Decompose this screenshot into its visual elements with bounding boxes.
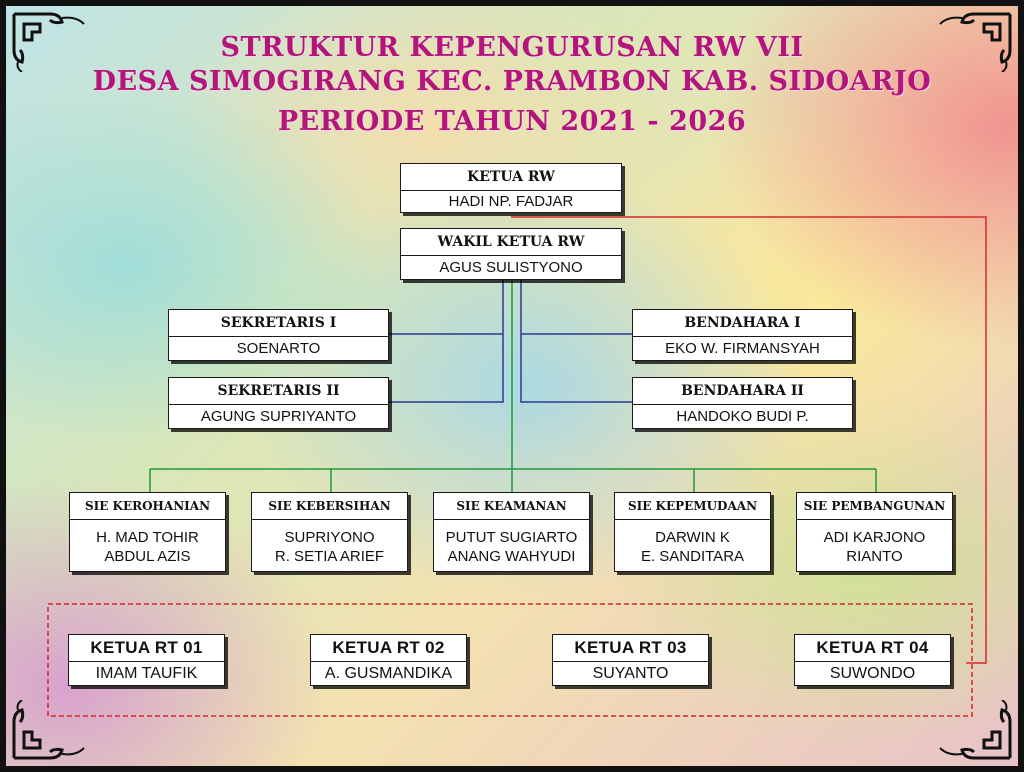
ketua-rw-role: KETUA RW [401, 164, 621, 191]
sie-keamanan-member-2: ANANG WAHYUDI [447, 548, 576, 565]
ketua-rt-03-name: SUYANTO [592, 665, 669, 682]
connector-ketua-to-rt [511, 217, 986, 663]
sie-kebersihan-member-2: R. SETIA ARIEF [274, 548, 385, 565]
sie-pembangunan-member-1: ADI KARJONO [823, 529, 926, 546]
sie-kebersihan-role: SIE KEBERSIHAN [252, 493, 407, 520]
ketua-rt-01-box [68, 634, 225, 686]
sekretaris-2-box [168, 377, 389, 429]
sie-keamanan-member-1: PUTUT SUGIARTO [445, 529, 578, 546]
bendahara-2-name: HANDOKO BUDI P. [676, 408, 809, 425]
wakil-ketua-role: WAKIL KETUA RW [401, 229, 621, 256]
sie-kepemudaan-box [614, 492, 771, 572]
ketua-rt-04-box [794, 634, 951, 686]
ketua-rt-03-role: KETUA RT 03 [553, 635, 708, 662]
sie-kerohanian-role: SIE KEROHANIAN [70, 493, 225, 520]
sie-kerohanian-member-1: H. MAD TOHIR [96, 529, 199, 546]
sie-kepemudaan-member-2: E. SANDITARA [640, 548, 745, 565]
sekretaris-2-name: AGUNG SUPRIYANTO [200, 408, 357, 425]
sekretaris-1-name: SOENARTO [236, 340, 321, 357]
ketua-rt-02-name: A. GUSMANDIKA [324, 665, 453, 682]
sekretaris-2-role: SEKRETARIS II [169, 378, 388, 405]
sie-keamanan-role: SIE KEAMANAN [434, 493, 589, 520]
bendahara-1-box [632, 309, 853, 361]
sie-kerohanian-member-2: ABDUL AZIS [104, 548, 191, 565]
title-line-1: STRUKTUR KEPENGURUSAN RW VII [220, 32, 804, 63]
sie-kebersihan-member-1: SUPRIYONO [284, 529, 375, 546]
ketua-rt-01-role: KETUA RT 01 [69, 635, 224, 662]
sekretaris-1-role: SEKRETARIS I [169, 310, 388, 337]
sie-pembangunan-box [796, 492, 953, 572]
ketua-rt-04-role: KETUA RT 04 [795, 635, 950, 662]
wakil-ketua-box [400, 228, 622, 280]
ketua-rt-03-box [552, 634, 709, 686]
sie-pembangunan-role: SIE PEMBANGUNAN [797, 493, 952, 520]
ketua-rw-box [400, 163, 622, 213]
bendahara-2-box [632, 377, 853, 429]
bendahara-2-role: BENDAHARA II [633, 378, 852, 405]
sie-kepemudaan-role: SIE KEPEMUDAAN [615, 493, 770, 520]
ketua-rt-04-name: SUWONDO [829, 665, 916, 682]
connector-wakil-to-staff [389, 280, 632, 402]
wakil-ketua-name: AGUS SULISTYONO [439, 259, 583, 276]
sie-keamanan-box [433, 492, 590, 572]
ketua-rw-name: HADI NP. FADJAR [448, 193, 574, 210]
ketua-rt-02-box [310, 634, 467, 686]
sie-kebersihan-box [251, 492, 408, 572]
bendahara-1-name: EKO W. FIRMANSYAH [665, 340, 820, 357]
ketua-rt-02-role: KETUA RT 02 [311, 635, 466, 662]
ketua-rt-01-name: IMAM TAUFIK [95, 665, 198, 682]
sie-kerohanian-box [69, 492, 226, 572]
sie-kepemudaan-member-1: DARWIN K [655, 529, 730, 546]
title-line-2: DESA SIMOGIRANG KEC. PRAMBON KAB. SIDOARJO [92, 66, 932, 97]
title-line-3: PERIODE TAHUN 2021 - 2026 [277, 106, 747, 137]
sie-pembangunan-member-2: RIANTO [846, 548, 903, 565]
sekretaris-1-box [168, 309, 389, 361]
bendahara-1-role: BENDAHARA I [633, 310, 852, 337]
